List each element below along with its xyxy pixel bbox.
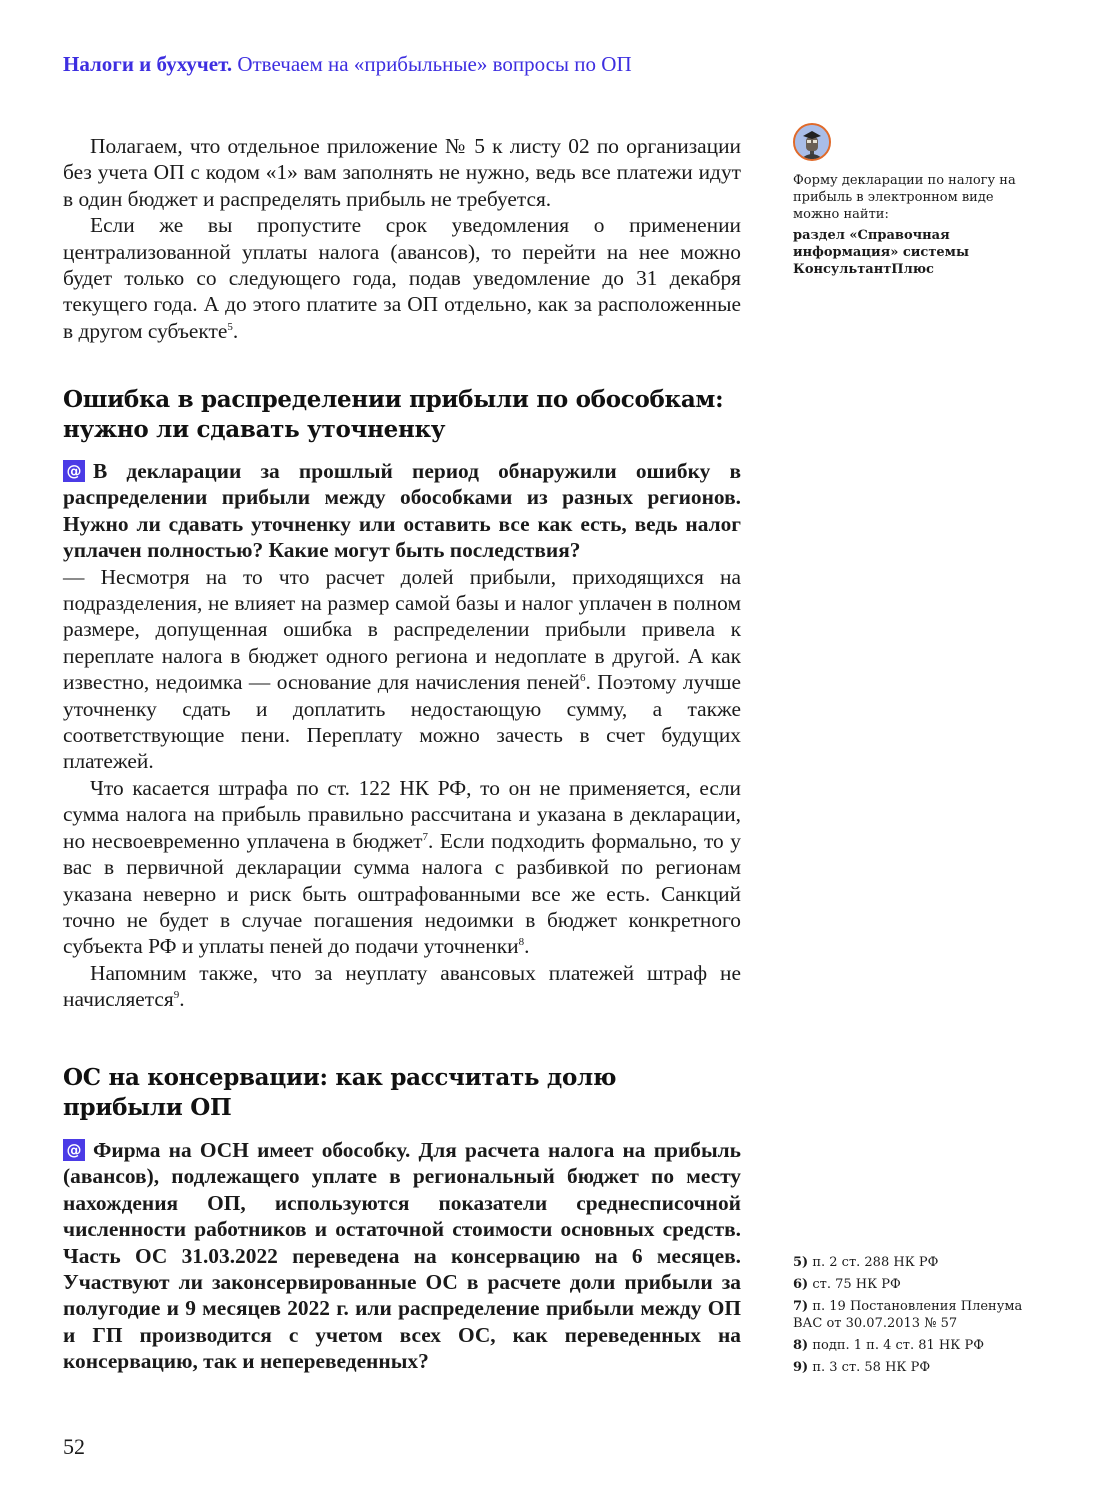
paragraph: Полагаем, что отдельное приложение № 5 к листу 02 по организации без учета ОП с кодом «1» вам заполнять не нужно, ведь все платежи идут в один бюджет и распределять прибыль не требуется. bbox=[63, 134, 741, 211]
running-head bbox=[63, 52, 632, 77]
running-head-title: Отвечаем на «прибыльные» вопросы по ОП bbox=[237, 52, 632, 76]
question-at-icon: @ bbox=[63, 460, 85, 482]
footnote-ref[interactable]: 8 bbox=[518, 936, 525, 949]
paragraph: Если же вы пропустите срок уведомления о применении централизованной уплаты налога (авансов), то перейти на нее можно будет только со следующего года, подав уведомление до 31 декабря текущего года. А до этого платите за ОП отдельно, как за расположенные в другом субъекте$^5$. bbox=[63, 213, 741, 343]
section-2-body bbox=[63, 1137, 741, 1375]
footnote-ref[interactable]: 9 bbox=[173, 989, 180, 1002]
section-heading-1: Ошибка в распределении прибыли по обособкам: нужно ли сдавать уточненку bbox=[63, 386, 724, 443]
footnote-item: 5) п. 2 ст. 288 НК РФ bbox=[793, 1255, 939, 1270]
sidebar-tip bbox=[793, 172, 1033, 278]
question: @ Фирма на ОСН имеет обособку. Для расчета налога на прибыль (авансов), подлежащего уплате в региональный бюджет по месту нахождения ОП, используются показатели среднесписочной численности работников и остаточной стоимости основных средств. Часть ОС 31.03.2022 переведена на консервацию на 6 месяцев. Участвуют ли законсервированные ОС в расчете доли прибыли за полугодие и 9 месяцев 2022 г. или распределение прибыли между ОП и ГП производится с учетом всех ОС, как переведенных на консервацию, так и непереведенных? bbox=[63, 1138, 741, 1374]
footnote-item: 8) подп. 1 п. 4 ст. 81 НК РФ bbox=[793, 1338, 984, 1353]
sidebar-tip-link: раздел «Справочная информация» системы КонсультантПлюс bbox=[793, 228, 969, 277]
answer-paragraph: Напомним также, что за неуплату авансовых платежей штраф не начисляется$^9$. bbox=[63, 960, 741, 1012]
question-at-icon: @ bbox=[63, 1139, 85, 1161]
sidebar-tip-text: Форму декларации по налогу на прибыль в электронном виде можно найти: bbox=[793, 173, 1016, 222]
section-1-body bbox=[63, 458, 741, 1013]
running-head-section: Налоги и бухучет. bbox=[63, 52, 233, 76]
footnote-ref[interactable]: 5 bbox=[227, 320, 233, 333]
answer-paragraph: — Несмотря на то что расчет долей прибыли, приходящихся на подразделения, не влияет на размер самой базы и налог уплачен в полном размере, допущенная ошибка в распределении прибыли привела к переплате налога в бюджет одного региона и недоплате в другой. А как известно, недоимка — основание для начисления пеней$^6$. Поэтому лучше уточненку сдать и доплатить недостающую сумму, а также соответствующие пени. Переплату можно зачесть в счет будущих платежей. bbox=[63, 564, 741, 774]
section-heading-2: ОС на консервации: как рассчитать долю прибыли ОП bbox=[63, 1064, 617, 1121]
footnotes bbox=[793, 1254, 1043, 1381]
professor-avatar-icon bbox=[793, 123, 831, 161]
footnote-item: 9) п. 3 ст. 58 НК РФ bbox=[793, 1360, 931, 1375]
footnote-ref[interactable]: 7 bbox=[422, 830, 428, 843]
footnote-ref[interactable]: 6 bbox=[580, 672, 586, 685]
footnote-item: 6) ст. 75 НК РФ bbox=[793, 1277, 901, 1292]
footnote-item: 7) п. 19 Постановления Пленума ВАС от 30.07.2013 № 57 bbox=[793, 1299, 1023, 1331]
intro-block bbox=[63, 133, 741, 344]
question: @ В декларации за прошлый период обнаружили ошибку в распределении прибыли между обособками из разных регионов. Нужно ли сдавать уточненку или оставить все как есть, ведь налог уплачен полностью? Какие могут быть последствия? bbox=[63, 459, 741, 563]
answer-paragraph: Что касается штрафа по ст. 122 НК РФ, то он не применяется, если сумма налога на прибыль правильно рассчитана и указана в декларации, но несвоевременно уплачена в бюджет$^7$. Если подходить формально, то у вас в первичной декларации сумма налога с разбивкой по регионам указана неверно и риск быть оштрафованными все же есть. Санкций точно не будет в случае погашения недоимки в бюджет конкретного субъекта РФ и уплаты пеней до подачи уточненки$^8$. bbox=[63, 775, 741, 959]
page-number: 52 bbox=[63, 1434, 85, 1459]
